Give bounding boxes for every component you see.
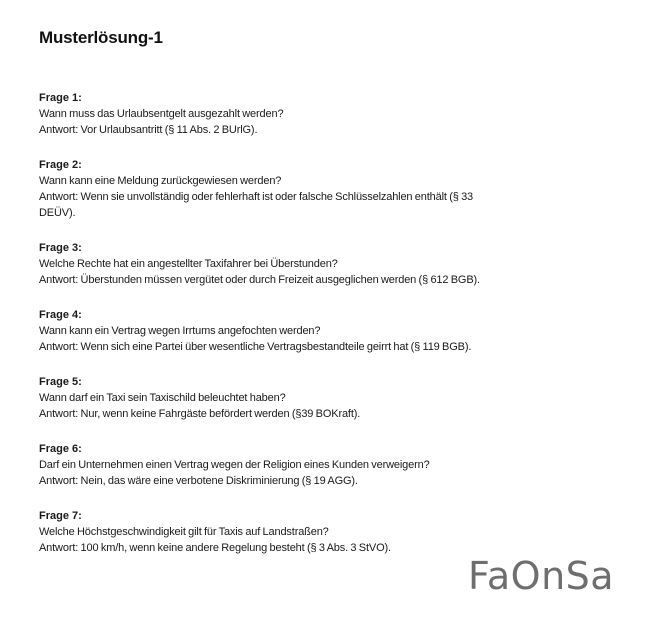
answer-text-continued: DEÜV). [39, 207, 76, 219]
question-text: Darf ein Unternehmen einen Vertrag wegen der Religion eines Kunden verweigern? [39, 459, 430, 471]
answer-text: Antwort: Wenn sich eine Partei über wesentliche Vertragsbestandteile geirrt hat (§ 119 BGB). [39, 341, 472, 353]
question-label: Frage 2: [39, 159, 82, 171]
question-block-7 [39, 508, 629, 556]
question-text: Welche Rechte hat ein angestellter Taxifahrer bei Überstunden? [39, 258, 338, 270]
question-block-4 [39, 307, 629, 355]
document-title: Musterlösung-1 [39, 28, 163, 47]
question-text: Wann kann eine Meldung zurückgewiesen werden? [39, 175, 282, 187]
answer-text: Antwort: 100 km/h, wenn keine andere Regelung besteht (§ 3 Abs. 3 StVO). [39, 542, 391, 554]
question-block-3 [39, 240, 629, 288]
answer-text: Antwort: Vor Urlaubsantritt (§ 11 Abs. 2 BUrlG). [39, 124, 258, 136]
question-text: Wann darf ein Taxi sein Taxischild beleuchtet haben? [39, 392, 286, 404]
question-text: Wann muss das Urlaubsentgelt ausgezahlt werden? [39, 108, 284, 120]
answer-text: Antwort: Wenn sie unvollständig oder fehlerhaft ist oder falsche Schlüsselzahlen enthält (§ 33 [39, 191, 474, 203]
question-label: Frage 5: [39, 376, 82, 388]
answer-text: Antwort: Nein, das wäre eine verbotene Diskriminierung (§ 19 AGG). [39, 475, 358, 487]
question-block-1 [39, 90, 629, 138]
question-text: Wann kann ein Vertrag wegen Irrtums angefochten werden? [39, 325, 321, 337]
document-page [39, 24, 629, 575]
question-block-6 [39, 441, 629, 489]
question-label: Frage 4: [39, 309, 82, 321]
question-label: Frage 6: [39, 443, 82, 455]
question-block-2 [39, 157, 629, 221]
question-block-5 [39, 374, 629, 422]
question-label: Frage 3: [39, 242, 82, 254]
answer-text: Antwort: Nur, wenn keine Fahrgäste befördert werden (§39 BOKraft). [39, 408, 361, 420]
question-list [39, 90, 629, 556]
question-label: Frage 1: [39, 92, 82, 104]
watermark-logo: FaOnSa [468, 554, 615, 598]
answer-text: Antwort: Überstunden müssen vergütet oder durch Freizeit ausgeglichen werden (§ 612 BGB). [39, 274, 480, 286]
question-text: Welche Höchstgeschwindigkeit gilt für Taxis auf Landstraßen? [39, 526, 329, 538]
question-label: Frage 7: [39, 510, 82, 522]
